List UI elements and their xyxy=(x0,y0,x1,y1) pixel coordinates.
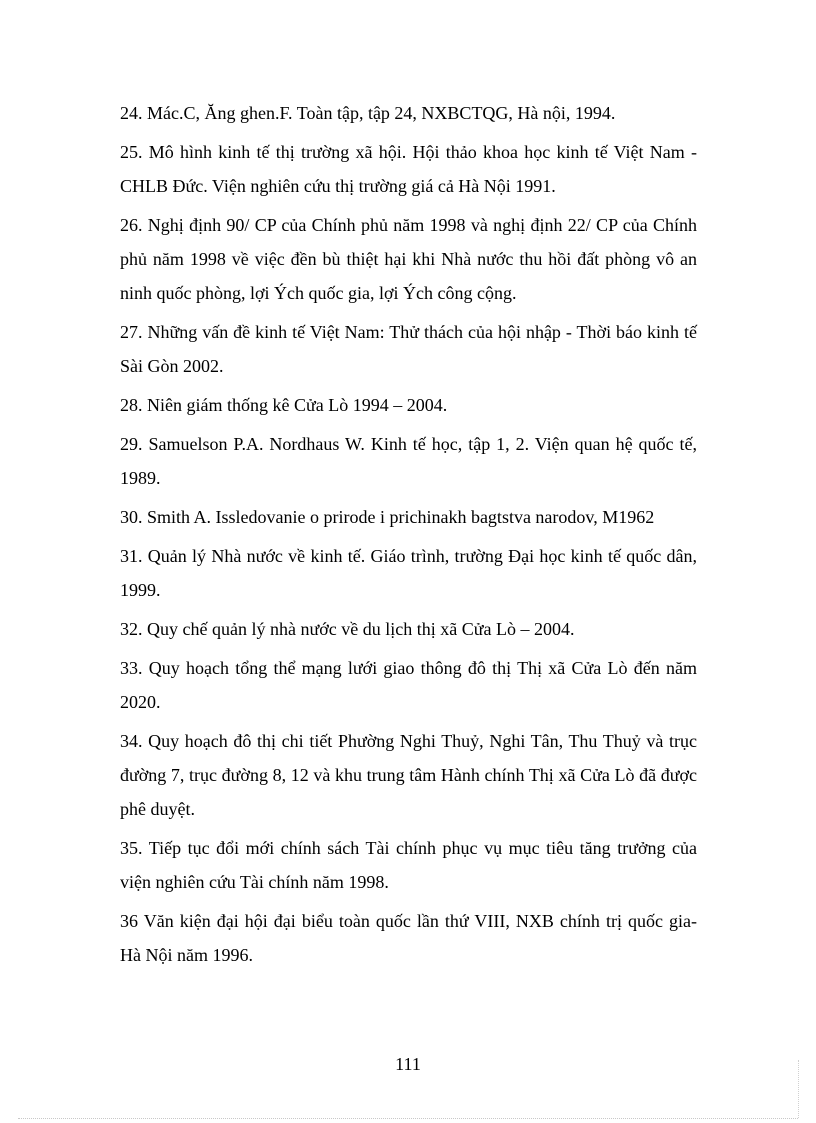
reference-item: 26. Nghị định 90/ CP của Chính phủ năm 1998 và nghị định 22/ CP của Chính phủ năm 1998 về việc đền bù thiệt hại khi Nhà nước thu hồi đất phòng vô an ninh quốc phòng, lợi Ých quốc gia, lợi Ých công cộng. xyxy=(120,215,697,303)
reference-item: 25. Mô hình kinh tế thị trường xã hội. Hội thảo khoa học kinh tế Việt Nam - CHLB Đức. Viện nghiên cứu thị trường giá cả Hà Nội 1991. xyxy=(120,142,697,196)
reference-list xyxy=(120,96,697,977)
reference-item: 31. Quản lý Nhà nước về kinh tế. Giáo trình, trường Đại học kinh tế quốc dân, 1999. xyxy=(120,546,697,600)
reference-item: 36 Văn kiện đại hội đại biểu toàn quốc lần thứ VIII, NXB chính trị quốc gia- Hà Nội năm 1996. xyxy=(120,911,697,965)
reference-item: 28. Niên giám thống kê Cửa Lò 1994 – 2004. xyxy=(120,395,448,415)
page-number: 111 xyxy=(395,1054,421,1074)
page-bottom-border xyxy=(18,1118,798,1119)
reference-item: 30. Smith A. Issledovanie o prirode i prichinakh bagtstva narodov, M1962 xyxy=(120,507,655,527)
reference-item: 34. Quy hoạch đô thị chi tiết Phường Nghi Thuỷ, Nghi Tân, Thu Thuỷ và trục đường 7, trục đường 8, 12 và khu trung tâm Hành chính Thị xã Cửa Lò đã được phê duyệt. xyxy=(120,731,697,819)
reference-item: 27. Những vấn đề kinh tế Việt Nam: Thử thách của hội nhập - Thời báo kinh tế Sài Gòn 2002. xyxy=(120,322,697,376)
reference-item: 29. Samuelson P.A. Nordhaus W. Kinh tế học, tập 1, 2. Viện quan hệ quốc tế, 1989. xyxy=(120,434,697,488)
page-side-border xyxy=(798,1060,799,1118)
reference-item: 35. Tiếp tục đổi mới chính sách Tài chính phục vụ mục tiêu tăng trưởng của viện nghiên cứu Tài chính năm 1998. xyxy=(120,838,697,892)
reference-item: 32. Quy chế quản lý nhà nước về du lịch thị xã Cửa Lò – 2004. xyxy=(120,619,575,639)
reference-item: 33. Quy hoạch tổng thể mạng lưới giao thông đô thị Thị xã Cửa Lò đến năm 2020. xyxy=(120,658,697,712)
reference-item: 24. Mác.C, Ăng ghen.F. Toàn tập, tập 24, NXBCTQG, Hà nội, 1994. xyxy=(120,103,616,123)
